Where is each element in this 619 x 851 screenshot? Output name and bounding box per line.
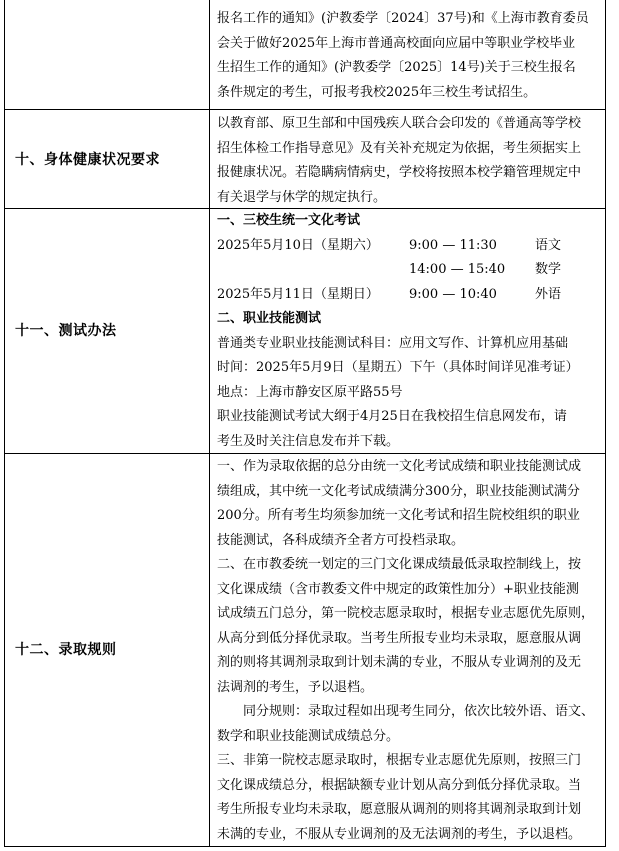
text-line: 200分。所有考生均须参加统一文化考试和招生院校组织的职业: [217, 508, 580, 523]
section-heading: 二、职业技能测试: [217, 311, 322, 326]
text-line: 一、作为录取依据的总分由统一文化考试成绩和职业技能测试成: [217, 459, 582, 474]
schedule-row: [217, 258, 601, 283]
text-line: 未满的专业，不服从专业调剂的及无法调剂的考生，予以退档。: [217, 826, 582, 842]
row-label-cell: [5, 110, 210, 208]
text-line: 会关于做好2025年上海市普通高校面向应届中等职业学校毕业: [217, 35, 576, 51]
text-line: 报健康状况。若隐瞒病情病史，学校将按照本校学籍管理规定中: [217, 165, 582, 180]
text-line: 以教育部、原卫生部和中国残疾人联合会印发的《普通高等学校: [217, 116, 582, 131]
text-line: 剂的则将其调剂录取到计划未满的专业，不服从专业调剂的及无: [217, 655, 582, 670]
schedule-time: 9:00 — 10:40: [409, 286, 497, 302]
row-label-cell: [5, 0, 210, 109]
text-line: 二、在市教委统一划定的三门文化课成绩最低录取控制线上，按: [217, 557, 582, 572]
table-row-eligibility-continued: [4, 0, 606, 110]
text-line: 法调剂的考生，予以退档。: [217, 679, 374, 695]
row-label-testing: 十一、测试办法: [15, 323, 117, 339]
row-label-cell: [5, 209, 210, 453]
text-line: 考生所报专业均未录取，愿意服从调剂的则将其调剂录取到计划: [217, 802, 582, 817]
schedule-row: [217, 234, 601, 259]
text-line: 同分规则：录取过程如出现考生同分，依次比较外语、语文、: [243, 704, 595, 719]
text-line: 技能测试，各科成绩齐全者方可投档录取。: [217, 532, 465, 548]
schedule-subject: 数学: [535, 262, 562, 277]
text-line: 从高分到低分择优录取。当考生所报专业均未录取，愿意服从调: [217, 630, 582, 646]
text-line: 普通类专业职业技能测试科目：应用文写作、计算机应用基础: [217, 335, 569, 351]
text-line: 有关退学与休学的规定执行。: [217, 189, 387, 205]
text-line: 绩组成，其中统一文化考试成绩满分300分，职业技能测试满分: [217, 483, 580, 499]
row-content: [217, 7, 601, 105]
text-line: 考生及时关注信息发布并下载。: [217, 433, 400, 449]
schedule-date: 2025年5月11日（星期日）: [217, 286, 379, 302]
row-label-health: 十、身体健康状况要求: [15, 152, 160, 168]
row-content: [217, 455, 601, 847]
text-line: 生招生工作的通知》(沪教委学〔2025〕14号)关于三校生报名: [217, 60, 576, 75]
schedule-time: 14:00 — 15:40: [409, 262, 506, 277]
text-line: 招生体检工作指导意见》及有关补充规定为依据，考生须据实上: [217, 140, 582, 156]
text-line: 试成绩五门总分，第一院校志愿录取时，根据专业志愿优先原则，: [217, 606, 595, 621]
section-heading: 一、三校生统一文化考试: [217, 213, 361, 228]
schedule-subject: 外语: [535, 286, 562, 302]
row-label-admission: 十二、录取规则: [15, 642, 117, 658]
schedule-row: [217, 283, 601, 308]
text-line: 条件规定的考生，可报考我校2025年三校生考试招生。: [217, 84, 537, 100]
text-line: 数学和职业技能测试成绩总分。: [217, 728, 400, 744]
text-line: 三、非第一院校志愿录取时，根据专业志愿优先原则，按照三门: [217, 753, 582, 768]
schedule-time: 9:00 — 11:30: [409, 237, 497, 253]
table-row-admission: [4, 454, 606, 847]
row-label-cell: [5, 454, 210, 846]
text-line: 文化课成绩（含市教委文件中规定的政策性加分）+职业技能测: [217, 581, 579, 597]
text-line: 文化课成绩总分，根据缺额专业计划从高分到低分择优录取。当: [217, 777, 582, 793]
table-row-health: [4, 110, 606, 209]
text-line: 时间：2025年5月9日（星期五）下午（具体时间详见准考证）: [217, 360, 579, 375]
table-row-testing: [4, 209, 606, 454]
row-content: [217, 112, 601, 210]
schedule-date: 2025年5月10日（星期六）: [217, 237, 379, 253]
text-line: 地点：上海市静安区原平路55号: [217, 384, 403, 400]
text-line: 职业技能测试考试大纲于4月25日在我校招生信息网发布，请: [217, 409, 567, 424]
schedule-subject: 语文: [535, 237, 562, 253]
text-line: 报名工作的通知》(沪教委学〔2024〕37号)和《上海市教育委员: [217, 11, 589, 26]
row-content: [217, 209, 601, 454]
